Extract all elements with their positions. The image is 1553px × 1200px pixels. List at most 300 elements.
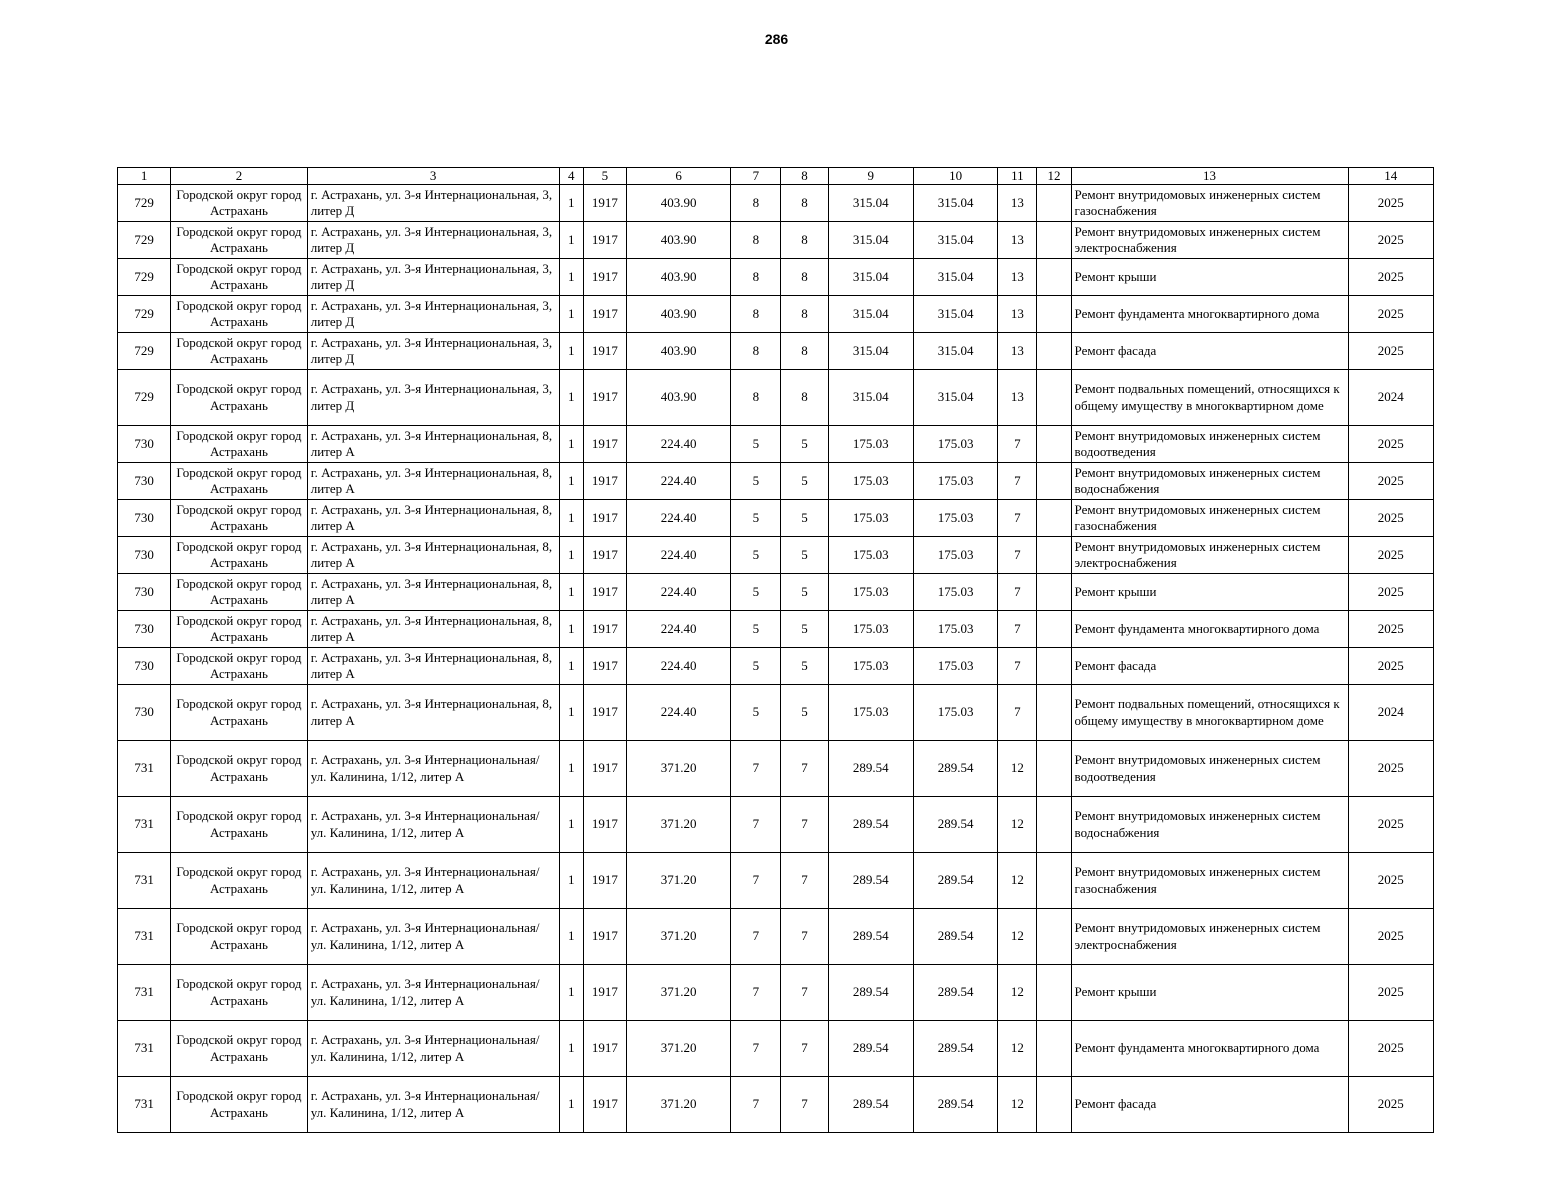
cell-year: 1917 [583, 853, 626, 909]
cell-work-type: Ремонт крыши [1071, 259, 1348, 296]
cell-municipality: Городской округ город Астрахань [171, 259, 308, 296]
cell-col-12 [1037, 1077, 1071, 1133]
cell-plan-year: 2025 [1348, 1021, 1433, 1077]
cell-col-8: 5 [781, 537, 828, 574]
cell-plan-year: 2024 [1348, 685, 1433, 741]
cell-col-9: 315.04 [828, 370, 913, 426]
cell-plan-year: 2025 [1348, 648, 1433, 685]
cell-area: 403.90 [626, 185, 730, 222]
cell-work-type: Ремонт внутридомовых инженерных систем водоотведения [1071, 741, 1348, 797]
cell-record-number: 730 [118, 537, 171, 574]
cell-area: 371.20 [626, 741, 730, 797]
cell-record-number: 730 [118, 611, 171, 648]
cell-work-type: Ремонт внутридомовых инженерных систем водоснабжения [1071, 797, 1348, 853]
cell-col-9: 289.54 [828, 853, 913, 909]
cell-col-9: 315.04 [828, 222, 913, 259]
cell-record-number: 731 [118, 909, 171, 965]
cell-col-4: 1 [559, 1021, 583, 1077]
cell-record-number: 730 [118, 648, 171, 685]
cell-col-4: 1 [559, 222, 583, 259]
cell-col-12 [1037, 426, 1071, 463]
cell-address: г. Астрахань, ул. 3-я Интернациональная, 8, литер А [307, 426, 559, 463]
cell-col-4: 1 [559, 611, 583, 648]
cell-col-11: 7 [998, 463, 1037, 500]
cell-year: 1917 [583, 797, 626, 853]
cell-area: 403.90 [626, 296, 730, 333]
cell-work-type: Ремонт фасада [1071, 648, 1348, 685]
cell-col-7: 8 [731, 296, 781, 333]
cell-col-8: 7 [781, 965, 828, 1021]
cell-col-8: 7 [781, 1021, 828, 1077]
cell-plan-year: 2025 [1348, 853, 1433, 909]
cell-municipality: Городской округ город Астрахань [171, 797, 308, 853]
column-header: 10 [913, 168, 997, 185]
table-row [118, 259, 1434, 296]
cell-col-9: 175.03 [828, 500, 913, 537]
cell-col-4: 1 [559, 500, 583, 537]
cell-year: 1917 [583, 685, 626, 741]
cell-year: 1917 [583, 1021, 626, 1077]
cell-municipality: Городской округ город Астрахань [171, 426, 308, 463]
cell-col-9: 289.54 [828, 965, 913, 1021]
column-header: 12 [1037, 168, 1071, 185]
table-row [118, 463, 1434, 500]
cell-col-9: 175.03 [828, 611, 913, 648]
cell-col-4: 1 [559, 685, 583, 741]
cell-record-number: 731 [118, 797, 171, 853]
cell-col-8: 5 [781, 685, 828, 741]
cell-col-12 [1037, 611, 1071, 648]
cell-col-11: 7 [998, 574, 1037, 611]
column-header: 7 [731, 168, 781, 185]
cell-year: 1917 [583, 426, 626, 463]
cell-col-9: 175.03 [828, 426, 913, 463]
cell-col-10: 289.54 [913, 1077, 997, 1133]
cell-area: 371.20 [626, 965, 730, 1021]
cell-plan-year: 2024 [1348, 370, 1433, 426]
cell-area: 224.40 [626, 500, 730, 537]
cell-area: 224.40 [626, 611, 730, 648]
cell-col-11: 13 [998, 185, 1037, 222]
cell-plan-year: 2025 [1348, 537, 1433, 574]
cell-year: 1917 [583, 741, 626, 797]
cell-col-11: 7 [998, 611, 1037, 648]
cell-col-10: 175.03 [913, 685, 997, 741]
cell-col-11: 12 [998, 1021, 1037, 1077]
cell-col-8: 8 [781, 370, 828, 426]
cell-plan-year: 2025 [1348, 909, 1433, 965]
cell-year: 1917 [583, 500, 626, 537]
cell-year: 1917 [583, 537, 626, 574]
cell-col-12 [1037, 463, 1071, 500]
cell-col-11: 12 [998, 909, 1037, 965]
cell-plan-year: 2025 [1348, 333, 1433, 370]
cell-col-9: 175.03 [828, 537, 913, 574]
cell-col-7: 7 [731, 797, 781, 853]
cell-col-7: 7 [731, 965, 781, 1021]
cell-col-12 [1037, 370, 1071, 426]
table-row [118, 1021, 1434, 1077]
table-row [118, 1077, 1434, 1133]
cell-col-12 [1037, 222, 1071, 259]
cell-record-number: 731 [118, 965, 171, 1021]
cell-col-7: 5 [731, 611, 781, 648]
cell-address: г. Астрахань, ул. 3-я Интернациональная/ ул. Калинина, 1/12, литер А [307, 741, 559, 797]
cell-col-8: 7 [781, 741, 828, 797]
cell-record-number: 731 [118, 741, 171, 797]
cell-record-number: 729 [118, 259, 171, 296]
cell-col-12 [1037, 333, 1071, 370]
cell-year: 1917 [583, 185, 626, 222]
cell-work-type: Ремонт крыши [1071, 574, 1348, 611]
cell-plan-year: 2025 [1348, 797, 1433, 853]
cell-year: 1917 [583, 909, 626, 965]
cell-col-12 [1037, 1021, 1071, 1077]
cell-work-type: Ремонт внутридомовых инженерных систем газоснабжения [1071, 853, 1348, 909]
cell-col-8: 8 [781, 185, 828, 222]
cell-col-7: 5 [731, 426, 781, 463]
cell-col-8: 8 [781, 296, 828, 333]
cell-record-number: 731 [118, 1077, 171, 1133]
cell-area: 224.40 [626, 426, 730, 463]
cell-col-12 [1037, 259, 1071, 296]
cell-municipality: Городской округ город Астрахань [171, 1077, 308, 1133]
cell-area: 371.20 [626, 797, 730, 853]
cell-col-11: 12 [998, 741, 1037, 797]
cell-municipality: Городской округ город Астрахань [171, 853, 308, 909]
table-row [118, 611, 1434, 648]
cell-work-type: Ремонт внутридомовых инженерных систем электроснабжения [1071, 537, 1348, 574]
cell-col-10: 175.03 [913, 537, 997, 574]
cell-col-4: 1 [559, 797, 583, 853]
cell-col-9: 289.54 [828, 741, 913, 797]
column-header: 9 [828, 168, 913, 185]
cell-col-7: 8 [731, 333, 781, 370]
table-row [118, 537, 1434, 574]
cell-year: 1917 [583, 611, 626, 648]
cell-col-4: 1 [559, 185, 583, 222]
cell-municipality: Городской округ город Астрахань [171, 185, 308, 222]
cell-work-type: Ремонт внутридомовых инженерных систем водоотведения [1071, 426, 1348, 463]
cell-col-12 [1037, 296, 1071, 333]
column-header: 1 [118, 168, 171, 185]
cell-address: г. Астрахань, ул. 3-я Интернациональная/ ул. Калинина, 1/12, литер А [307, 909, 559, 965]
cell-col-8: 5 [781, 426, 828, 463]
cell-address: г. Астрахань, ул. 3-я Интернациональная, 8, литер А [307, 537, 559, 574]
cell-municipality: Городской округ город Астрахань [171, 463, 308, 500]
cell-record-number: 731 [118, 1021, 171, 1077]
cell-col-12 [1037, 797, 1071, 853]
cell-address: г. Астрахань, ул. 3-я Интернациональная, 3, литер Д [307, 185, 559, 222]
cell-municipality: Городской округ город Астрахань [171, 909, 308, 965]
cell-area: 403.90 [626, 222, 730, 259]
cell-col-11: 12 [998, 1077, 1037, 1133]
table-row [118, 426, 1434, 463]
table-row [118, 853, 1434, 909]
cell-municipality: Городской округ город Астрахань [171, 1021, 308, 1077]
cell-address: г. Астрахань, ул. 3-я Интернациональная/ ул. Калинина, 1/12, литер А [307, 1077, 559, 1133]
cell-year: 1917 [583, 463, 626, 500]
cell-area: 371.20 [626, 909, 730, 965]
cell-work-type: Ремонт фундамента многоквартирного дома [1071, 1021, 1348, 1077]
cell-record-number: 730 [118, 426, 171, 463]
cell-work-type: Ремонт внутридомовых инженерных систем электроснабжения [1071, 222, 1348, 259]
column-header: 11 [998, 168, 1037, 185]
cell-col-12 [1037, 648, 1071, 685]
cell-municipality: Городской округ город Астрахань [171, 741, 308, 797]
cell-col-10: 315.04 [913, 222, 997, 259]
cell-year: 1917 [583, 259, 626, 296]
cell-col-4: 1 [559, 965, 583, 1021]
cell-area: 371.20 [626, 853, 730, 909]
cell-col-10: 175.03 [913, 648, 997, 685]
cell-col-12 [1037, 965, 1071, 1021]
cell-year: 1917 [583, 222, 626, 259]
cell-col-11: 12 [998, 965, 1037, 1021]
cell-municipality: Городской округ город Астрахань [171, 648, 308, 685]
cell-record-number: 729 [118, 222, 171, 259]
cell-col-8: 8 [781, 333, 828, 370]
cell-col-7: 5 [731, 685, 781, 741]
column-header: 8 [781, 168, 828, 185]
cell-col-7: 7 [731, 853, 781, 909]
column-header: 13 [1071, 168, 1348, 185]
page-number: 286 [764, 31, 789, 47]
cell-col-7: 5 [731, 574, 781, 611]
cell-year: 1917 [583, 965, 626, 1021]
cell-col-7: 8 [731, 370, 781, 426]
cell-address: г. Астрахань, ул. 3-я Интернациональная/ ул. Калинина, 1/12, литер А [307, 797, 559, 853]
cell-record-number: 730 [118, 685, 171, 741]
cell-col-8: 5 [781, 611, 828, 648]
cell-col-7: 8 [731, 185, 781, 222]
cell-address: г. Астрахань, ул. 3-я Интернациональная, 8, литер А [307, 574, 559, 611]
cell-col-7: 5 [731, 537, 781, 574]
cell-col-10: 315.04 [913, 333, 997, 370]
table-row [118, 648, 1434, 685]
column-header: 5 [583, 168, 626, 185]
cell-work-type: Ремонт подвальных помещений, относящихся к общему имуществу в многоквартирном доме [1071, 685, 1348, 741]
cell-year: 1917 [583, 370, 626, 426]
cell-col-10: 175.03 [913, 500, 997, 537]
cell-col-7: 5 [731, 463, 781, 500]
table-row [118, 333, 1434, 370]
cell-municipality: Городской округ город Астрахань [171, 370, 308, 426]
cell-col-4: 1 [559, 909, 583, 965]
column-header: 3 [307, 168, 559, 185]
cell-work-type: Ремонт фундамента многоквартирного дома [1071, 611, 1348, 648]
cell-plan-year: 2025 [1348, 185, 1433, 222]
cell-col-9: 289.54 [828, 797, 913, 853]
cell-record-number: 729 [118, 333, 171, 370]
column-header: 14 [1348, 168, 1433, 185]
cell-col-11: 7 [998, 648, 1037, 685]
cell-work-type: Ремонт фасада [1071, 1077, 1348, 1133]
cell-col-10: 289.54 [913, 741, 997, 797]
cell-address: г. Астрахань, ул. 3-я Интернациональная, 3, литер Д [307, 259, 559, 296]
cell-col-7: 5 [731, 648, 781, 685]
cell-col-7: 8 [731, 222, 781, 259]
column-header: 2 [171, 168, 308, 185]
cell-record-number: 731 [118, 853, 171, 909]
cell-col-9: 289.54 [828, 909, 913, 965]
cell-col-8: 5 [781, 574, 828, 611]
cell-record-number: 729 [118, 296, 171, 333]
table-row [118, 370, 1434, 426]
cell-area: 371.20 [626, 1077, 730, 1133]
cell-plan-year: 2025 [1348, 259, 1433, 296]
cell-address: г. Астрахань, ул. 3-я Интернациональная, 8, литер А [307, 685, 559, 741]
cell-plan-year: 2025 [1348, 296, 1433, 333]
cell-col-12 [1037, 185, 1071, 222]
cell-area: 224.40 [626, 463, 730, 500]
cell-work-type: Ремонт фундамента многоквартирного дома [1071, 296, 1348, 333]
cell-address: г. Астрахань, ул. 3-я Интернациональная, 8, литер А [307, 500, 559, 537]
cell-col-8: 5 [781, 648, 828, 685]
cell-col-9: 315.04 [828, 185, 913, 222]
cell-year: 1917 [583, 574, 626, 611]
cell-col-12 [1037, 685, 1071, 741]
cell-col-10: 175.03 [913, 574, 997, 611]
cell-col-4: 1 [559, 1077, 583, 1133]
cell-record-number: 730 [118, 463, 171, 500]
cell-area: 371.20 [626, 1021, 730, 1077]
cell-address: г. Астрахань, ул. 3-я Интернациональная, 3, литер Д [307, 370, 559, 426]
cell-year: 1917 [583, 648, 626, 685]
cell-col-4: 1 [559, 574, 583, 611]
cell-plan-year: 2025 [1348, 965, 1433, 1021]
column-header: 6 [626, 168, 730, 185]
table-row [118, 741, 1434, 797]
table-row [118, 500, 1434, 537]
cell-address: г. Астрахань, ул. 3-я Интернациональная, 3, литер Д [307, 222, 559, 259]
cell-col-4: 1 [559, 741, 583, 797]
cell-record-number: 729 [118, 185, 171, 222]
column-header: 4 [559, 168, 583, 185]
table-body [118, 185, 1434, 1133]
cell-col-11: 13 [998, 296, 1037, 333]
cell-col-9: 175.03 [828, 648, 913, 685]
cell-plan-year: 2025 [1348, 1077, 1433, 1133]
table-row [118, 797, 1434, 853]
cell-year: 1917 [583, 333, 626, 370]
cell-municipality: Городской округ город Астрахань [171, 685, 308, 741]
cell-col-7: 8 [731, 259, 781, 296]
cell-address: г. Астрахань, ул. 3-я Интернациональная, 3, литер Д [307, 333, 559, 370]
cell-address: г. Астрахань, ул. 3-я Интернациональная, 8, литер А [307, 463, 559, 500]
cell-col-4: 1 [559, 426, 583, 463]
cell-col-12 [1037, 909, 1071, 965]
cell-plan-year: 2025 [1348, 574, 1433, 611]
cell-col-7: 7 [731, 1077, 781, 1133]
cell-col-10: 289.54 [913, 909, 997, 965]
cell-municipality: Городской округ город Астрахань [171, 500, 308, 537]
cell-col-9: 289.54 [828, 1021, 913, 1077]
cell-area: 403.90 [626, 370, 730, 426]
cell-municipality: Городской округ город Астрахань [171, 222, 308, 259]
cell-col-7: 7 [731, 741, 781, 797]
cell-col-7: 7 [731, 1021, 781, 1077]
cell-area: 224.40 [626, 648, 730, 685]
table-row [118, 965, 1434, 1021]
cell-col-8: 8 [781, 259, 828, 296]
cell-col-10: 315.04 [913, 370, 997, 426]
cell-area: 403.90 [626, 259, 730, 296]
cell-col-8: 7 [781, 853, 828, 909]
cell-record-number: 729 [118, 370, 171, 426]
cell-col-11: 13 [998, 222, 1037, 259]
cell-col-9: 315.04 [828, 296, 913, 333]
cell-record-number: 730 [118, 574, 171, 611]
cell-col-4: 1 [559, 537, 583, 574]
cell-area: 224.40 [626, 537, 730, 574]
table-row [118, 222, 1434, 259]
cell-col-11: 7 [998, 426, 1037, 463]
cell-col-4: 1 [559, 333, 583, 370]
cell-col-7: 5 [731, 500, 781, 537]
cell-plan-year: 2025 [1348, 426, 1433, 463]
cell-work-type: Ремонт внутридомовых инженерных систем водоснабжения [1071, 463, 1348, 500]
cell-col-10: 315.04 [913, 259, 997, 296]
cell-plan-year: 2025 [1348, 611, 1433, 648]
cell-col-4: 1 [559, 648, 583, 685]
cell-col-11: 13 [998, 333, 1037, 370]
cell-record-number: 730 [118, 500, 171, 537]
cell-municipality: Городской округ город Астрахань [171, 965, 308, 1021]
cell-col-12 [1037, 537, 1071, 574]
cell-address: г. Астрахань, ул. 3-я Интернациональная/ ул. Калинина, 1/12, литер А [307, 853, 559, 909]
cell-work-type: Ремонт внутридомовых инженерных систем газоснабжения [1071, 185, 1348, 222]
cell-address: г. Астрахань, ул. 3-я Интернациональная, 8, литер А [307, 648, 559, 685]
cell-col-4: 1 [559, 463, 583, 500]
cell-col-9: 315.04 [828, 333, 913, 370]
cell-col-10: 315.04 [913, 185, 997, 222]
cell-col-11: 12 [998, 853, 1037, 909]
cell-municipality: Городской округ город Астрахань [171, 537, 308, 574]
cell-area: 224.40 [626, 574, 730, 611]
cell-col-10: 175.03 [913, 426, 997, 463]
cell-col-7: 7 [731, 909, 781, 965]
cell-col-12 [1037, 741, 1071, 797]
cell-work-type: Ремонт крыши [1071, 965, 1348, 1021]
table-row [118, 574, 1434, 611]
cell-col-12 [1037, 853, 1071, 909]
cell-col-10: 289.54 [913, 965, 997, 1021]
cell-area: 403.90 [626, 333, 730, 370]
cell-address: г. Астрахань, ул. 3-я Интернациональная/ ул. Калинина, 1/12, литер А [307, 1021, 559, 1077]
cell-col-11: 13 [998, 259, 1037, 296]
cell-col-4: 1 [559, 370, 583, 426]
cell-col-11: 7 [998, 685, 1037, 741]
cell-work-type: Ремонт внутридомовых инженерных систем электроснабжения [1071, 909, 1348, 965]
cell-col-4: 1 [559, 853, 583, 909]
cell-col-10: 289.54 [913, 797, 997, 853]
cell-col-8: 5 [781, 463, 828, 500]
cell-area: 224.40 [626, 685, 730, 741]
cell-municipality: Городской округ город Астрахань [171, 296, 308, 333]
cell-col-11: 7 [998, 500, 1037, 537]
cell-municipality: Городской округ город Астрахань [171, 333, 308, 370]
cell-col-8: 7 [781, 1077, 828, 1133]
cell-address: г. Астрахань, ул. 3-я Интернациональная, 8, литер А [307, 611, 559, 648]
cell-col-10: 175.03 [913, 611, 997, 648]
registry-table [117, 167, 1434, 1133]
cell-col-11: 12 [998, 797, 1037, 853]
table-row [118, 685, 1434, 741]
cell-col-10: 315.04 [913, 296, 997, 333]
cell-year: 1917 [583, 1077, 626, 1133]
cell-plan-year: 2025 [1348, 741, 1433, 797]
